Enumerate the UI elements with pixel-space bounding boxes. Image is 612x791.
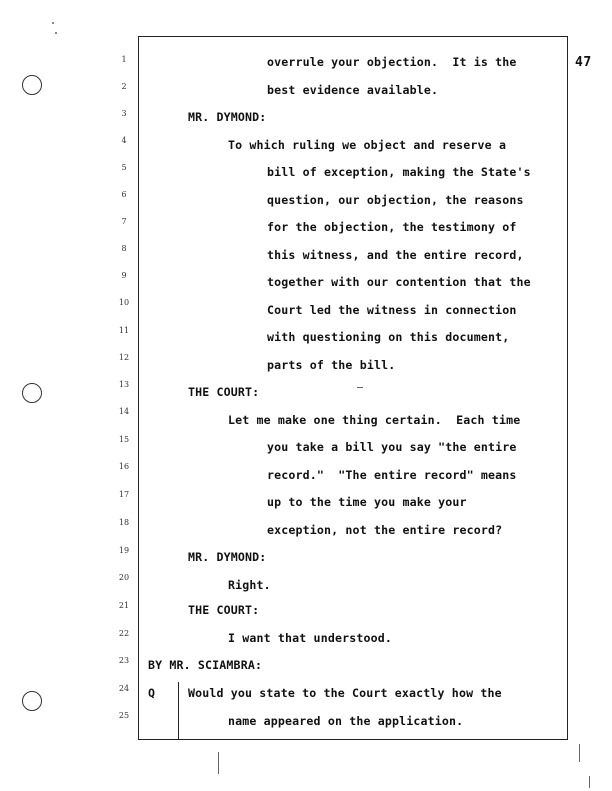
line-number: 10 [118,298,130,307]
speaker-label: THE COURT: [188,385,260,399]
transcript-line: Court led the witness in connection [267,303,517,317]
transcript-line: question, our objection, the reasons [267,193,524,207]
speaker-label: THE COURT: [188,603,260,617]
scan-streak [589,776,590,788]
question-margin-line [178,682,179,740]
speaker-label: MR. DYMOND: [188,110,267,124]
line-number: 16 [118,462,130,471]
line-number: 4 [121,136,127,145]
line-number: 14 [118,407,130,416]
transcript-line: overrule your objection. It is the [267,55,517,69]
transcript-line: Would you state to the Court exactly how the [188,686,502,700]
transcript-line: parts of the bill. [267,358,396,372]
binder-hole-middle [22,383,42,403]
transcript-line: name appeared on the application. [228,714,464,728]
transcript-line: I want that understood. [228,631,392,645]
transcript-line: together with our contention that the [267,275,531,289]
line-number: 11 [118,326,130,335]
transcript-line: you take a bill you say "the entire [267,440,517,454]
line-number: 17 [118,490,130,499]
binder-hole-bottom [22,691,42,711]
line-number: 15 [118,435,130,444]
transcript-line: exception, not the entire record? [267,523,503,537]
line-number: 12 [118,353,130,362]
line-number: 24 [118,684,130,693]
line-number: 25 [118,711,130,720]
transcript-line: To which ruling we object and reserve a [228,138,507,152]
transcript-line: with questioning on this document, [267,330,510,344]
transcript-line: bill of exception, making the State's [267,165,531,179]
line-number: 19 [118,546,130,555]
scan-speck [52,22,54,24]
line-number: 9 [121,271,127,280]
line-number: 7 [121,217,127,226]
scan-streak [579,744,580,762]
line-number: 5 [121,163,127,172]
speaker-label: MR. DYMOND: [188,550,267,564]
line-number: 18 [118,518,130,527]
transcript-line: record." "The entire record" means [267,468,517,482]
question-marker: Q [148,686,156,700]
scan-speck [55,32,57,34]
line-number: 1 [121,55,127,64]
transcript-line: Right. [228,578,271,592]
line-number: 21 [118,601,130,610]
transcript-line: for the objection, the testimony of [267,220,517,234]
page-number: 47 [575,55,592,70]
scan-streak [218,752,219,774]
line-number: 22 [118,629,130,638]
transcript-line: Let me make one thing certain. Each time [228,413,521,427]
line-number: 8 [121,244,127,253]
transcript-line: best evidence available. [267,83,439,97]
line-number: 20 [118,573,130,582]
line-number: 6 [121,190,127,199]
line-number: 13 [118,380,130,389]
line-number: 2 [121,82,127,91]
line-number: 23 [118,656,130,665]
transcript-line: this witness, and the entire record, [267,248,524,262]
line-number: 3 [121,109,127,118]
transcript-line: up to the time you make your [267,495,467,509]
binder-hole-top [22,75,42,95]
examination-header: BY MR. SCIAMBRA: [148,658,263,672]
